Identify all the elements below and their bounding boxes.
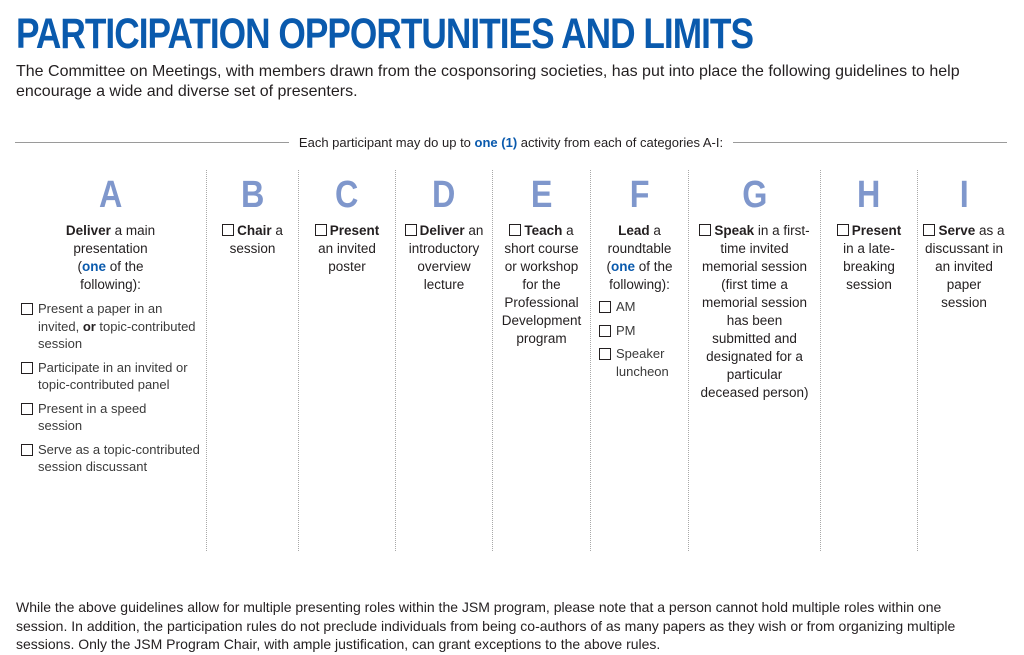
category-rest: in a late-breaking session [843,241,895,292]
checkbox-icon[interactable] [509,224,521,236]
category-b [206,170,298,551]
category-description [21,222,200,294]
category-rest: an introductory overview lecture [408,223,484,292]
rule-prefix: Each participant may do up to [298,134,475,150]
option-label: AM [616,299,636,314]
checkbox-icon[interactable] [222,224,234,236]
category-letter: I [959,174,969,216]
category-g [688,170,820,551]
category-verb: Present [851,223,902,238]
choice-prefix: ( [606,259,611,274]
option-item[interactable] [599,345,684,380]
category-rest: in a first-time invited memorial session (first time a memorial session has been submitted and designated for a particular deceased person) [700,223,810,400]
category-c [298,170,395,551]
category-letter: G [741,174,768,216]
category-rest: as a discussant in an invited paper session [924,223,1005,310]
category-verb: Deliver [65,223,111,238]
option-label: Serve as a topic-contributed session discussant [38,441,200,474]
option-item[interactable] [21,400,200,435]
category-rule [15,133,1007,151]
option-list [595,298,684,380]
rule-highlight: one (1) [474,134,518,150]
category-description[interactable] [922,222,1006,312]
category-letter: E [530,174,553,216]
category-verb: Speak [714,223,755,238]
category-a [15,170,206,551]
category-d [395,170,492,551]
checkbox-icon[interactable] [315,224,327,236]
checkbox-icon[interactable] [599,348,611,360]
category-verb: Serve [938,223,976,238]
checkbox-icon[interactable] [21,403,33,415]
rule-line-right [733,142,1007,143]
category-verb: Chair [237,223,272,238]
category-verb: Present [329,223,380,238]
category-rest: a roundtable [607,223,672,256]
checkbox-icon[interactable] [837,224,849,236]
checkbox-icon[interactable] [21,362,33,374]
checkbox-icon[interactable] [21,303,33,315]
page-title: PARTICIPATION OPPORTUNITIES AND LIMITS [16,10,754,58]
category-rest: a session [229,223,283,256]
category-letter: A [98,174,123,216]
rule-line-left [15,142,289,143]
category-e [492,170,590,551]
category-rest: a short course or workshop for the Professional Development program [501,223,582,346]
option-label: Present a paper in an invited, or topic-contributed session [38,301,196,351]
option-label: PM [616,322,636,338]
category-verb: Lead [618,223,650,238]
category-description[interactable] [497,222,586,348]
category-description[interactable] [303,222,391,276]
checkbox-icon[interactable] [699,224,711,236]
category-h [820,170,917,551]
category-description[interactable] [400,222,488,294]
category-rest: a main presentation [73,223,156,256]
option-item[interactable] [21,300,200,353]
option-label: Speaker luncheon [616,346,669,379]
option-item[interactable] [21,441,200,476]
rule-suffix: activity from each of categories A-I: [517,134,724,150]
option-item[interactable] [21,359,200,394]
checkbox-icon[interactable] [405,224,417,236]
choice-prefix: ( [77,259,82,274]
category-verb: Deliver [419,223,465,238]
rule-text [289,135,733,150]
option-item[interactable] [599,322,684,340]
choice-suffix: of the following): [609,259,673,292]
choice-highlight: one [81,259,106,274]
option-label: Participate in an invited or topic-contributed panel [38,359,188,392]
category-description [595,222,684,294]
category-rest: an invited poster [318,241,376,274]
intro-paragraph: The Committee on Meetings, with members drawn from the cosponsoring societies, has put into place the following guidelines to help encourage a wide and diverse set of presenters. [16,63,960,100]
checkbox-icon[interactable] [21,444,33,456]
category-description[interactable] [211,222,294,258]
category-description[interactable] [825,222,913,294]
checkbox-icon[interactable] [599,325,611,337]
category-verb: Teach [524,223,563,238]
choice-highlight: one [610,259,635,274]
category-description[interactable] [693,222,816,402]
checkbox-icon[interactable] [923,224,935,236]
choice-suffix: of the following): [80,259,144,292]
category-letter: F [629,174,650,216]
category-f [590,170,688,551]
category-letter: H [857,174,881,216]
category-letter: C [335,174,359,216]
categories-grid [15,170,1010,551]
category-letter: B [240,174,265,216]
category-letter: D [432,174,456,216]
option-item[interactable] [599,298,684,316]
footer-note: While the above guidelines allow for multiple presenting roles within the JSM program, please note that a person cannot hold multiple roles within one session. In addition, the participation rules do not preclude individuals from being co-authors of as many papers as they wish or from organizing multiple sessions. Only the JSM Program Chair, with ample justification, can grant exceptions to the above rules. [16,599,956,652]
option-list [21,300,200,476]
checkbox-icon[interactable] [599,301,611,313]
option-label: Present in a speed session [38,400,147,433]
category-i [917,170,1010,551]
